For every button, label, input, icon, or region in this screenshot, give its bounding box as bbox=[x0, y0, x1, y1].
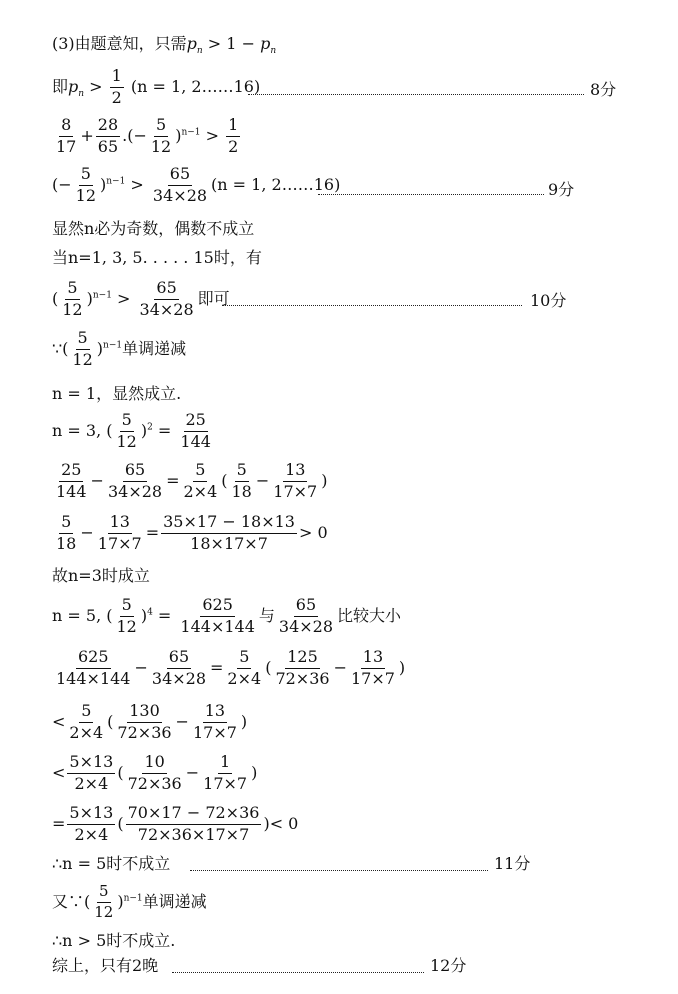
line-2-prefix: 即 bbox=[52, 76, 69, 96]
fraction bbox=[96, 514, 144, 553]
leader-dots bbox=[172, 972, 424, 973]
close-paren: ) bbox=[321, 470, 328, 490]
numerator: 130 bbox=[127, 703, 162, 723]
gt-sign: > bbox=[125, 174, 149, 194]
open-paren: ( bbox=[265, 657, 272, 677]
close-paren: ) bbox=[240, 711, 248, 731]
numerator: 625 bbox=[200, 597, 235, 617]
denominator: 72×36 bbox=[275, 668, 330, 688]
fraction bbox=[74, 166, 98, 205]
n-subscript: n bbox=[270, 46, 277, 57]
denominator: 72×36 bbox=[117, 722, 172, 742]
numerator: 13 bbox=[361, 649, 385, 669]
fraction bbox=[151, 166, 209, 205]
fraction bbox=[54, 117, 78, 156]
range-note: (n = 1, 2……16) bbox=[130, 76, 261, 96]
fraction bbox=[54, 649, 132, 688]
denominator: 2×4 bbox=[183, 481, 218, 501]
close-paren: ) bbox=[175, 125, 182, 145]
numerator: 65 bbox=[167, 649, 191, 669]
line-19-text: ∴n = 5时不成立 bbox=[52, 854, 171, 873]
close-paren: ) bbox=[263, 813, 270, 833]
denominator: 144 bbox=[56, 481, 87, 501]
fraction bbox=[92, 884, 115, 921]
denominator: 2×4 bbox=[227, 668, 262, 688]
numerator: 25 bbox=[184, 412, 208, 432]
minus-sign: − bbox=[185, 762, 200, 782]
equals-sign: = bbox=[152, 605, 177, 625]
denominator: 34×28 bbox=[107, 481, 163, 501]
equals-sign: = bbox=[166, 470, 180, 490]
denominator: 12 bbox=[72, 349, 93, 369]
minus-sign: − bbox=[134, 657, 148, 677]
line-7 bbox=[52, 280, 230, 319]
denominator: 17×7 bbox=[273, 481, 318, 501]
line-17 bbox=[52, 754, 257, 793]
line-1-condition bbox=[52, 36, 276, 56]
fraction bbox=[138, 280, 196, 319]
close-paren: ) bbox=[140, 605, 148, 625]
minus-sign: − bbox=[90, 470, 104, 490]
exponent: n−1 bbox=[103, 340, 123, 351]
close-paren: ) bbox=[251, 762, 258, 782]
lt-sign: < bbox=[52, 762, 66, 782]
fraction bbox=[126, 754, 184, 793]
numerator: 5 bbox=[154, 117, 168, 137]
fraction bbox=[273, 649, 331, 688]
fraction bbox=[106, 462, 164, 501]
fraction bbox=[115, 703, 173, 742]
line-18 bbox=[52, 805, 298, 844]
leader-dots bbox=[318, 194, 544, 195]
exponent: 2 bbox=[147, 422, 153, 433]
denominator: 2×4 bbox=[74, 773, 109, 793]
leader-dots bbox=[248, 94, 584, 95]
score-9: 9分 bbox=[548, 180, 575, 199]
exponent: n−1 bbox=[92, 290, 112, 301]
score-11: 11分 bbox=[494, 854, 531, 873]
line-1-compare: > 1 − bbox=[202, 34, 261, 53]
denominator: 144×144 bbox=[56, 668, 131, 688]
monotone-note: 单调递减 bbox=[142, 891, 207, 911]
numerator: 1 bbox=[218, 754, 232, 774]
numerator: 5 bbox=[76, 330, 90, 350]
gt-sign: > bbox=[111, 288, 136, 308]
denominator: 65 bbox=[97, 136, 119, 156]
equals-sign: = bbox=[152, 420, 177, 440]
leader-dots bbox=[222, 305, 522, 306]
denominator: 34×28 bbox=[278, 616, 334, 636]
score-8: 8分 bbox=[590, 80, 617, 99]
fraction bbox=[96, 117, 120, 156]
denominator: 12 bbox=[94, 902, 114, 921]
numerator: 5 bbox=[97, 884, 111, 903]
open-paren: ( bbox=[117, 813, 124, 833]
numerator: 5 bbox=[235, 462, 249, 482]
numerator: 1 bbox=[226, 117, 240, 137]
compare-note: 比较大小 bbox=[337, 605, 402, 625]
line-11 bbox=[52, 462, 327, 501]
fraction bbox=[60, 280, 84, 319]
again-because: 又∵( bbox=[52, 891, 91, 911]
gt-sign: > bbox=[84, 76, 108, 96]
line-12 bbox=[52, 514, 328, 553]
minus-sign: − bbox=[333, 657, 347, 677]
fraction bbox=[178, 412, 213, 451]
fraction bbox=[54, 514, 78, 553]
line-13-text: 故n=3时成立 bbox=[52, 566, 150, 585]
line-6-text: 当n=1, 3, 5. . . . . 15时，有 bbox=[52, 248, 262, 267]
denominator: 18 bbox=[231, 481, 252, 501]
fraction bbox=[271, 462, 319, 501]
denominator: 12 bbox=[116, 431, 137, 451]
open-paren: ( bbox=[107, 711, 114, 731]
numerator: 65 bbox=[154, 280, 178, 300]
fraction-one-half bbox=[110, 68, 124, 107]
denominator: 12 bbox=[62, 299, 83, 319]
score-12: 12分 bbox=[430, 956, 467, 975]
line-15 bbox=[52, 649, 405, 688]
case-label: n = 3, ( bbox=[52, 420, 113, 440]
numerator: 1 bbox=[110, 68, 124, 88]
fraction bbox=[191, 703, 239, 742]
minus-sign: − bbox=[175, 711, 189, 731]
numerator: 8 bbox=[59, 117, 73, 137]
equals-sign: = bbox=[52, 813, 66, 833]
p-symbol: p bbox=[68, 76, 79, 96]
equals-sign: = bbox=[145, 522, 160, 542]
fraction bbox=[150, 649, 208, 688]
numerator: 625 bbox=[76, 649, 111, 669]
denominator: 17×7 bbox=[97, 533, 142, 553]
line-10 bbox=[52, 412, 215, 451]
line-4 bbox=[52, 166, 340, 205]
numerator: 5 bbox=[59, 514, 73, 534]
close-paren: ) bbox=[398, 657, 406, 677]
denominator: 72×36×17×7 bbox=[137, 824, 250, 844]
line-16 bbox=[52, 703, 247, 742]
open-paren: .(− bbox=[122, 125, 147, 145]
open-paren: ( bbox=[117, 762, 124, 782]
denominator: 12 bbox=[150, 136, 172, 156]
numerator: 35×17 − 18×13 bbox=[161, 514, 297, 534]
denominator: 18 bbox=[56, 533, 77, 553]
denominator: 144 bbox=[180, 431, 211, 451]
comparison-result: > 0 bbox=[298, 522, 328, 542]
open-paren: ( bbox=[52, 288, 59, 308]
exponent: n−1 bbox=[106, 176, 126, 187]
fraction bbox=[277, 597, 335, 636]
comparison-result: < 0 bbox=[269, 813, 299, 833]
line-3 bbox=[52, 117, 242, 156]
line-20 bbox=[52, 884, 207, 921]
fraction bbox=[67, 805, 115, 844]
fraction bbox=[126, 805, 262, 844]
line-22-text: 综上，只有2晚 bbox=[52, 956, 159, 975]
fraction bbox=[181, 462, 219, 501]
fraction bbox=[54, 462, 89, 501]
numerator: 70×17 − 72×36 bbox=[126, 805, 262, 825]
line-21-text: ∴n > 5时不成立. bbox=[52, 931, 176, 950]
numerator: 10 bbox=[142, 754, 166, 774]
fraction bbox=[349, 649, 397, 688]
fraction bbox=[230, 462, 254, 501]
numerator: 65 bbox=[123, 462, 147, 482]
open-paren: (− bbox=[52, 174, 72, 194]
line-14 bbox=[52, 597, 401, 636]
numerator: 65 bbox=[294, 597, 318, 617]
exponent: 4 bbox=[147, 607, 153, 618]
denominator: 17×7 bbox=[192, 722, 237, 742]
denominator: 2×4 bbox=[74, 824, 109, 844]
line-5-text: 显然n必为奇数，偶数不成立 bbox=[52, 219, 255, 238]
denominator: 12 bbox=[75, 185, 97, 205]
p-symbol: p bbox=[186, 34, 197, 53]
denominator: 17×7 bbox=[203, 773, 248, 793]
numerator: 5×13 bbox=[67, 754, 115, 774]
fraction bbox=[114, 412, 138, 451]
denominator: 72×36 bbox=[127, 773, 182, 793]
fraction bbox=[161, 514, 297, 553]
denominator: 12 bbox=[116, 616, 137, 636]
close-paren: ) bbox=[100, 174, 107, 194]
close-paren: ) bbox=[140, 420, 148, 440]
open-paren: ( bbox=[221, 470, 228, 490]
line-7-tail: 即可 bbox=[197, 288, 230, 308]
numerator: 125 bbox=[285, 649, 320, 669]
close-paren: ) bbox=[86, 288, 93, 308]
exponent: n−1 bbox=[181, 127, 201, 138]
denominator: 2 bbox=[228, 136, 239, 156]
minus-sign: − bbox=[255, 470, 270, 490]
minus-sign: − bbox=[80, 522, 94, 542]
denominator: 144×144 bbox=[180, 616, 255, 636]
lt-sign: < bbox=[52, 711, 66, 731]
line-2 bbox=[52, 68, 260, 107]
numerator: 5 bbox=[120, 597, 134, 617]
numerator: 5×13 bbox=[67, 805, 115, 825]
numerator: 5 bbox=[79, 703, 93, 723]
line-9-text: n = 1，显然成立. bbox=[52, 384, 182, 403]
case-label: n = 5, ( bbox=[52, 605, 113, 625]
numerator: 5 bbox=[120, 412, 134, 432]
fraction bbox=[178, 597, 256, 636]
close-paren: ) bbox=[96, 338, 104, 358]
plus-sign: + bbox=[80, 125, 94, 145]
denominator: 34×28 bbox=[139, 299, 194, 319]
exponent: n−1 bbox=[123, 893, 143, 904]
line-8 bbox=[52, 330, 186, 369]
n-subscript: n bbox=[78, 88, 85, 99]
denominator: 17 bbox=[56, 136, 77, 156]
line-1-text: (3)由题意知，只需 bbox=[52, 34, 187, 53]
denominator: 18×17×7 bbox=[190, 533, 268, 553]
numerator: 28 bbox=[96, 117, 120, 137]
range-note: (n = 1, 2……16) bbox=[211, 174, 341, 194]
numerator: 13 bbox=[108, 514, 132, 534]
fraction bbox=[201, 754, 249, 793]
close-paren: ) bbox=[117, 891, 124, 911]
fraction bbox=[70, 330, 94, 369]
n-subscript: n bbox=[196, 46, 203, 57]
numerator: 25 bbox=[59, 462, 83, 482]
denominator: 2×4 bbox=[69, 722, 104, 742]
numerator: 13 bbox=[203, 703, 227, 723]
numerator: 5 bbox=[65, 280, 79, 300]
fraction bbox=[225, 649, 263, 688]
denominator: 34×28 bbox=[151, 668, 207, 688]
leader-dots bbox=[190, 870, 488, 871]
fraction bbox=[67, 754, 115, 793]
numerator: 5 bbox=[193, 462, 207, 482]
numerator: 13 bbox=[283, 462, 307, 482]
numerator: 5 bbox=[237, 649, 251, 669]
gt-sign: > bbox=[200, 125, 225, 145]
equals-sign: = bbox=[210, 657, 224, 677]
fraction bbox=[67, 703, 105, 742]
fraction bbox=[226, 117, 240, 156]
monotone-note: 单调递减 bbox=[122, 338, 187, 358]
numerator: 5 bbox=[79, 166, 93, 186]
because-sign: ∵( bbox=[52, 338, 69, 358]
with-word: 与 bbox=[258, 605, 275, 625]
score-10: 10分 bbox=[530, 291, 567, 310]
p-symbol: p bbox=[260, 34, 271, 53]
fraction bbox=[149, 117, 173, 156]
denominator: 2 bbox=[111, 87, 122, 107]
fraction bbox=[114, 597, 138, 636]
denominator: 34×28 bbox=[152, 185, 208, 205]
numerator: 65 bbox=[168, 166, 192, 186]
denominator: 17×7 bbox=[350, 668, 395, 688]
